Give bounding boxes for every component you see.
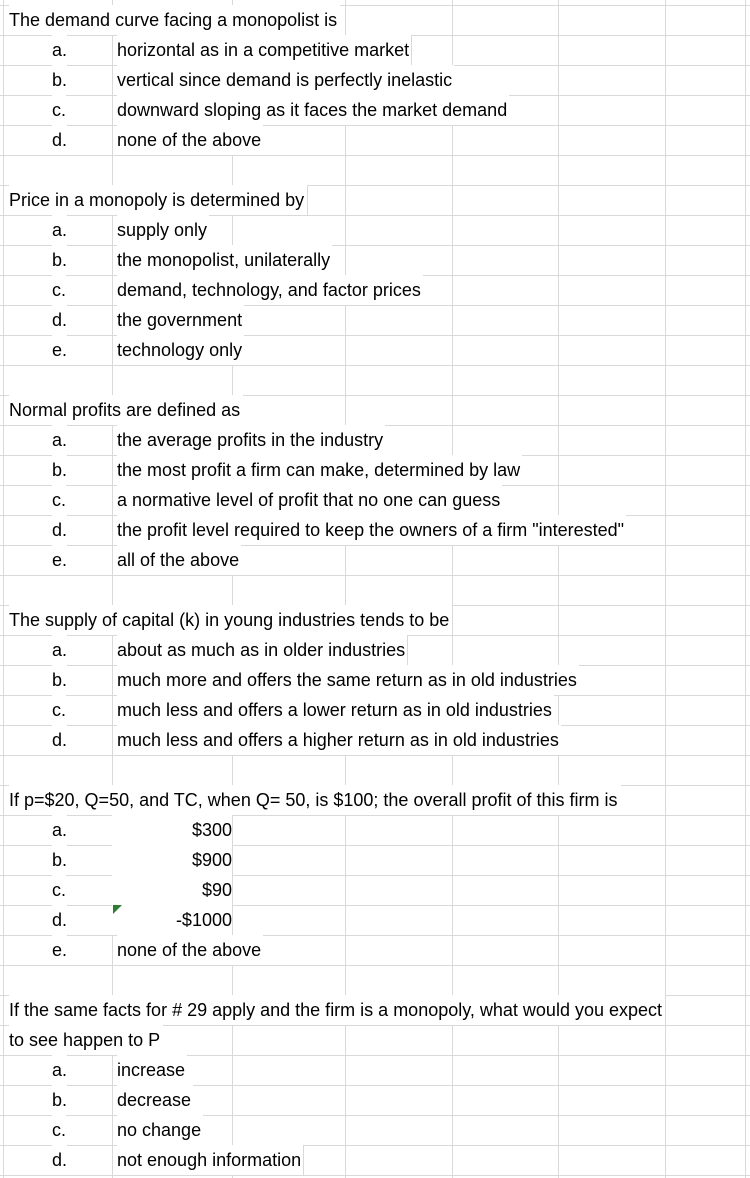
option-text[interactable]: a normative level of profit that no one can guess (117, 485, 502, 515)
option-text[interactable]: $90 (112, 875, 232, 905)
option-text[interactable]: horizontal as in a competitive market (117, 35, 412, 65)
option-text[interactable]: not enough information (117, 1145, 304, 1175)
option-letter[interactable]: b. (52, 1085, 67, 1115)
option-text[interactable]: increase (117, 1055, 187, 1085)
option-text[interactable]: $900 (112, 845, 232, 875)
option-letter[interactable]: c. (52, 1115, 66, 1145)
option-text[interactable]: the most profit a firm can make, determined by law (117, 455, 522, 485)
option-letter[interactable]: b. (52, 455, 67, 485)
question-5-prompt[interactable]: If p=$20, Q=50, and TC, when Q= 50, is $100; the overall profit of this firm is (9, 785, 621, 815)
option-letter[interactable]: a. (52, 35, 67, 65)
option-letter[interactable]: b. (52, 845, 67, 875)
error-indicator-icon[interactable] (113, 905, 122, 914)
option-letter[interactable]: c. (52, 695, 66, 725)
option-letter[interactable]: c. (52, 485, 66, 515)
option-letter[interactable]: b. (52, 65, 67, 95)
option-text[interactable]: $300 (112, 815, 232, 845)
option-letter[interactable]: a. (52, 425, 67, 455)
option-text[interactable]: supply only (117, 215, 209, 245)
option-letter[interactable]: d. (52, 305, 67, 335)
option-letter[interactable]: e. (52, 935, 67, 965)
option-text[interactable]: demand, technology, and factor prices (117, 275, 423, 305)
option-text[interactable]: -$1000 (112, 905, 232, 935)
option-letter[interactable]: c. (52, 95, 66, 125)
option-letter[interactable]: b. (52, 665, 67, 695)
option-letter[interactable]: a. (52, 1055, 67, 1085)
option-text[interactable]: the monopolist, unilaterally (117, 245, 332, 275)
option-text[interactable]: vertical since demand is perfectly inelastic (117, 65, 454, 95)
option-text[interactable]: downward sloping as it faces the market demand (117, 95, 509, 125)
option-letter[interactable]: e. (52, 545, 67, 575)
option-text[interactable]: much more and offers the same return as in old industries (117, 665, 579, 695)
option-text[interactable]: decrease (117, 1085, 193, 1115)
option-letter[interactable]: c. (52, 275, 66, 305)
option-letter[interactable]: c. (52, 875, 66, 905)
option-letter[interactable]: a. (52, 815, 67, 845)
option-text[interactable]: the government (117, 305, 244, 335)
option-letter[interactable]: a. (52, 635, 67, 665)
option-text[interactable]: about as much as in older industries (117, 635, 408, 665)
question-6-prompt-line2[interactable]: to see happen to P (9, 1025, 163, 1055)
question-4-prompt[interactable]: The supply of capital (k) in young industries tends to be (9, 605, 452, 635)
option-text[interactable]: all of the above (117, 545, 241, 575)
question-3-prompt[interactable]: Normal profits are defined as (9, 395, 243, 425)
option-text[interactable]: technology only (117, 335, 244, 365)
option-text[interactable]: none of the above (117, 125, 263, 155)
option-letter[interactable]: d. (52, 1145, 67, 1175)
option-text[interactable]: the average profits in the industry (117, 425, 385, 455)
option-letter[interactable]: d. (52, 725, 67, 755)
option-letter[interactable]: b. (52, 245, 67, 275)
option-letter[interactable]: d. (52, 515, 67, 545)
question-1-prompt[interactable]: The demand curve facing a monopolist is (9, 5, 340, 35)
option-text[interactable]: none of the above (117, 935, 263, 965)
option-letter[interactable]: d. (52, 905, 67, 935)
option-text[interactable]: no change (117, 1115, 203, 1145)
option-letter[interactable]: a. (52, 215, 67, 245)
option-text[interactable]: the profit level required to keep the owners of a firm "interested" (117, 515, 626, 545)
question-2-prompt[interactable]: Price in a monopoly is determined by (9, 185, 308, 215)
option-letter[interactable]: d. (52, 125, 67, 155)
option-text[interactable]: much less and offers a higher return as in old industries (117, 725, 561, 755)
question-6-prompt-line1[interactable]: If the same facts for # 29 apply and the firm is a monopoly, what would you expect (9, 995, 665, 1025)
option-text[interactable]: much less and offers a lower return as in old industries (117, 695, 554, 725)
option-letter[interactable]: e. (52, 335, 67, 365)
